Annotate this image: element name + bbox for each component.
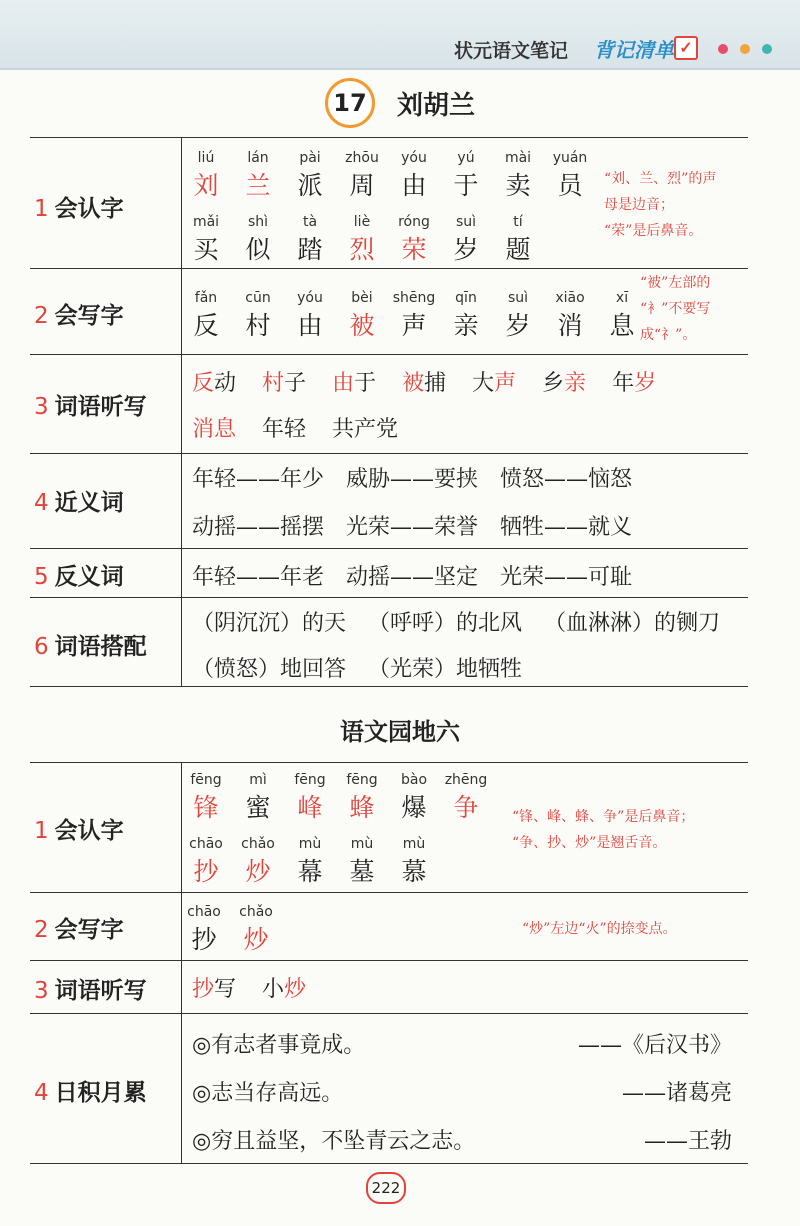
page-number: 222: [366, 1172, 406, 1204]
hanzi: 村: [245, 311, 271, 340]
pair-line: [192, 606, 742, 637]
section-header: [0, 712, 800, 747]
table-divider: [30, 137, 748, 138]
row-label: 3 词语听写: [34, 978, 147, 1004]
word: [402, 371, 446, 396]
char-cell: [284, 290, 336, 342]
hanzi: 抄: [193, 857, 219, 886]
word: [192, 977, 236, 1002]
book-title: 状元语文笔记: [453, 40, 568, 62]
word-part: 岁: [634, 371, 657, 396]
word-pair: 年轻——年老: [192, 565, 325, 590]
hanzi: 争: [453, 793, 479, 822]
pinyin: yóu: [401, 150, 427, 166]
word-part: 反: [192, 371, 215, 396]
pinyin: mì: [249, 772, 267, 788]
pinyin: chǎo: [239, 904, 273, 920]
hanzi: 于: [453, 171, 479, 200]
word: [332, 417, 398, 442]
word-pair: （血淋淋）的铡刀: [544, 611, 721, 636]
word-pair: （光荣）地牺牲: [368, 657, 523, 682]
hanzi: 由: [401, 171, 427, 200]
hanzi: 被: [349, 311, 375, 340]
row-label: 5 反义词: [34, 564, 124, 590]
char-cell: [388, 290, 440, 342]
pinyin: shēng: [392, 290, 436, 306]
lesson-header: [0, 78, 800, 128]
table-divider: [30, 548, 748, 549]
char-cell: [232, 772, 284, 824]
note-line: “锋、峰、蜂、争”是后鼻音；: [512, 809, 695, 825]
hanzi: 炒: [243, 925, 269, 954]
char-cell: [284, 150, 336, 202]
hanzi: 题: [505, 235, 531, 264]
pinyin: fǎn: [194, 290, 218, 306]
pair-line: [192, 462, 654, 493]
hanzi: 幕: [297, 857, 323, 886]
char-cell: [492, 214, 544, 266]
hanzi: 刘: [193, 171, 219, 200]
table-divider: [30, 597, 748, 598]
pinyin: qīn: [455, 290, 477, 306]
char-cell: [388, 150, 440, 202]
hanzi: 息: [609, 311, 635, 340]
pinyin: bào: [400, 772, 428, 788]
dot-icon: [718, 44, 728, 54]
table-divider: [30, 686, 748, 687]
table-divider: [30, 354, 748, 355]
table-divider: [30, 453, 748, 454]
row-label: 2 会写字: [34, 917, 124, 943]
word: [542, 371, 586, 396]
pinyin: xī: [615, 290, 629, 306]
word-part: 子: [284, 371, 307, 396]
note: [640, 270, 710, 348]
checkmark-icon: ✓: [674, 36, 698, 60]
word: [192, 371, 236, 396]
pinyin: tà: [302, 214, 318, 230]
hanzi: 峰: [297, 793, 323, 822]
hanzi: 烈: [349, 235, 375, 264]
pinyin: yóu: [297, 290, 323, 306]
pinyin: liè: [353, 214, 371, 230]
pinyin: cūn: [245, 290, 271, 306]
table-divider: [30, 892, 748, 893]
word-part: 年: [612, 371, 635, 396]
note-line: “刘、兰、烈”的声: [604, 171, 717, 187]
char-cell: [440, 290, 492, 342]
word-line: [192, 972, 332, 1003]
char-cell: [232, 150, 284, 202]
word-pair: 动摇——摇摆: [192, 515, 325, 540]
char-cell: [492, 150, 544, 202]
char-cell: [544, 150, 596, 202]
pinyin: mù: [402, 836, 426, 852]
hanzi: 由: [297, 311, 323, 340]
word-pair: （呼呼）的北风: [368, 611, 523, 636]
word-pair: 愤怒——恼怒: [500, 467, 633, 492]
hanzi: 员: [557, 171, 583, 200]
word-part: 共产党: [332, 417, 399, 442]
pinyin: bèi: [351, 290, 373, 306]
pair-line: [192, 560, 654, 591]
note-line: “荣”是后鼻音。: [604, 223, 703, 239]
word-pair: （阴沉沉）的天: [192, 611, 347, 636]
word: [262, 417, 306, 442]
row-label: 3 词语听写: [34, 394, 147, 420]
pinyin: fēng: [294, 772, 326, 788]
pinyin: mǎi: [192, 214, 220, 230]
note-line: “被”左部的: [640, 275, 711, 291]
char-cell: [388, 214, 440, 266]
hanzi: 抄: [191, 925, 217, 954]
char-cell: [388, 772, 440, 824]
char-cell: [492, 290, 544, 342]
word-part: 写: [214, 977, 237, 1002]
note-line: “衤”不要写: [640, 301, 711, 317]
pinyin: fēng: [346, 772, 378, 788]
char-cell: [232, 290, 284, 342]
char-grid: [180, 150, 596, 202]
word-part: 亲: [564, 371, 587, 396]
hanzi: 亲: [453, 311, 479, 340]
note-line: 母是边音；: [604, 197, 674, 213]
hanzi: 卖: [505, 171, 531, 200]
char-grid: [178, 904, 282, 956]
char-cell: [440, 772, 492, 824]
word-part: 声: [494, 371, 517, 396]
char-cell: [336, 290, 388, 342]
word-pair: 年轻——年少: [192, 467, 325, 492]
note: [604, 166, 716, 244]
note-line: “争、抄、炒”是翘舌音。: [512, 835, 667, 851]
pinyin: chǎo: [241, 836, 275, 852]
hanzi: 蜜: [245, 793, 271, 822]
quote-source: ——王勃: [643, 1129, 732, 1154]
pinyin: zhōu: [345, 150, 379, 166]
hanzi: 岁: [505, 311, 531, 340]
char-cell: [388, 836, 440, 888]
word-part: 动: [214, 371, 237, 396]
dot-icon: [740, 44, 750, 54]
char-grid: [180, 214, 544, 266]
pinyin: tí: [513, 214, 523, 230]
word-part: 小: [262, 977, 285, 1002]
word-pair: 光荣——荣誉: [346, 515, 479, 540]
hanzi: 墓: [349, 857, 375, 886]
word-part: 年轻: [262, 417, 307, 442]
row-label: 4 日积月累: [34, 1080, 147, 1106]
pinyin: mù: [350, 836, 374, 852]
word-part: 被: [402, 371, 425, 396]
note-line: 成“礻”。: [640, 327, 697, 343]
char-cell: [180, 836, 232, 888]
word-part: 捕: [424, 371, 447, 396]
word-part: 村: [262, 371, 285, 396]
word-pair: （愤怒）地回答: [192, 657, 347, 682]
pinyin: chāo: [189, 836, 223, 852]
word-pair: 动摇——坚定: [346, 565, 479, 590]
word: [192, 417, 236, 442]
word-line: [192, 366, 682, 397]
char-cell: [178, 904, 230, 956]
word-part: 消息: [192, 417, 237, 442]
char-cell: [440, 214, 492, 266]
hanzi: 周: [349, 171, 375, 200]
note-line: “炒”左边“火”的捺变点。: [522, 921, 677, 937]
char-cell: [232, 214, 284, 266]
hanzi: 消: [557, 311, 583, 340]
word-part: 由: [332, 371, 355, 396]
char-cell: [232, 836, 284, 888]
hanzi: 炒: [245, 857, 271, 886]
hanzi: 声: [401, 311, 427, 340]
note: [522, 916, 677, 942]
hanzi: 蜂: [349, 793, 375, 822]
table-divider: [30, 1163, 748, 1164]
quote-source: ——《后汉书》: [577, 1033, 732, 1058]
word-pair: 牺牲——就义: [500, 515, 633, 540]
row-label: 2 会写字: [34, 303, 124, 329]
quote-source: ——诸葛亮: [621, 1081, 732, 1106]
char-cell: [230, 904, 282, 956]
char-cell: [336, 214, 388, 266]
word-part: 于: [354, 371, 377, 396]
word-line: [192, 412, 424, 443]
hanzi: 岁: [453, 235, 479, 264]
word: [472, 371, 516, 396]
lesson-number: 17: [325, 78, 375, 128]
char-cell: [284, 214, 336, 266]
char-cell: [180, 772, 232, 824]
char-cell: [180, 214, 232, 266]
header-band: [0, 0, 800, 70]
char-cell: [544, 290, 596, 342]
pinyin: róng: [398, 214, 430, 230]
char-cell: [284, 836, 336, 888]
row-label: 1 会认字: [34, 196, 124, 222]
pinyin: mài: [504, 150, 532, 166]
hanzi: 踏: [297, 235, 323, 264]
char-cell: [336, 150, 388, 202]
hanzi: 买: [193, 235, 219, 264]
pair-line: [192, 510, 654, 541]
word: [332, 371, 376, 396]
word-part: 乡: [542, 371, 565, 396]
pinyin: yuán: [552, 150, 588, 166]
word: [612, 371, 656, 396]
pinyin: liú: [197, 150, 215, 166]
char-cell: [440, 150, 492, 202]
pinyin: chāo: [187, 904, 221, 920]
char-grid: [180, 290, 648, 342]
char-cell: [180, 290, 232, 342]
pinyin: suì: [455, 214, 477, 230]
row-label: 4 近义词: [34, 490, 124, 516]
pinyin: fēng: [190, 772, 222, 788]
hanzi: 慕: [401, 857, 427, 886]
hanzi: 锋: [193, 793, 219, 822]
note: [512, 804, 694, 856]
word: [262, 371, 306, 396]
word-part: 大: [472, 371, 495, 396]
brand-title: 背记清单: [594, 38, 674, 62]
char-grid: [180, 772, 492, 824]
table-divider: [30, 762, 748, 763]
dot-icon: [762, 44, 772, 54]
quote: ◎有志者事竟成。: [192, 1033, 366, 1058]
table-divider: [30, 960, 748, 961]
table-divider: [30, 1013, 748, 1014]
hanzi: 荣: [401, 235, 427, 264]
pair-line: [192, 652, 544, 683]
lesson-title: 刘胡兰: [396, 90, 475, 121]
table-divider: [30, 268, 748, 269]
pinyin: xiāo: [555, 290, 585, 306]
word-pair: 光荣——可耻: [500, 565, 633, 590]
word-part: 炒: [284, 977, 307, 1002]
pinyin: shì: [247, 214, 269, 230]
char-cell: [180, 150, 232, 202]
pinyin: zhēng: [444, 772, 488, 788]
row-label: 1 会认字: [34, 818, 124, 844]
pinyin: mù: [298, 836, 322, 852]
word: [262, 977, 306, 1002]
hanzi: 反: [193, 311, 219, 340]
hanzi: 爆: [401, 793, 427, 822]
pinyin: lán: [247, 150, 269, 166]
pinyin: pài: [299, 150, 321, 166]
pinyin: yú: [457, 150, 475, 166]
pinyin: suì: [507, 290, 529, 306]
word-pair: 威胁——要挟: [346, 467, 479, 492]
hanzi: 兰: [245, 171, 271, 200]
char-cell: [284, 772, 336, 824]
quote: ◎志当存高远。: [192, 1081, 344, 1106]
char-cell: [336, 772, 388, 824]
hanzi: 似: [245, 235, 271, 264]
row-label: 6 词语搭配: [34, 634, 147, 660]
char-grid: [180, 836, 440, 888]
char-cell: [336, 836, 388, 888]
hanzi: 派: [297, 171, 323, 200]
section-title: 语文园地六: [340, 718, 460, 746]
word-part: 抄: [192, 977, 215, 1002]
quote: ◎穷且益坚，不坠青云之志。: [192, 1129, 476, 1154]
